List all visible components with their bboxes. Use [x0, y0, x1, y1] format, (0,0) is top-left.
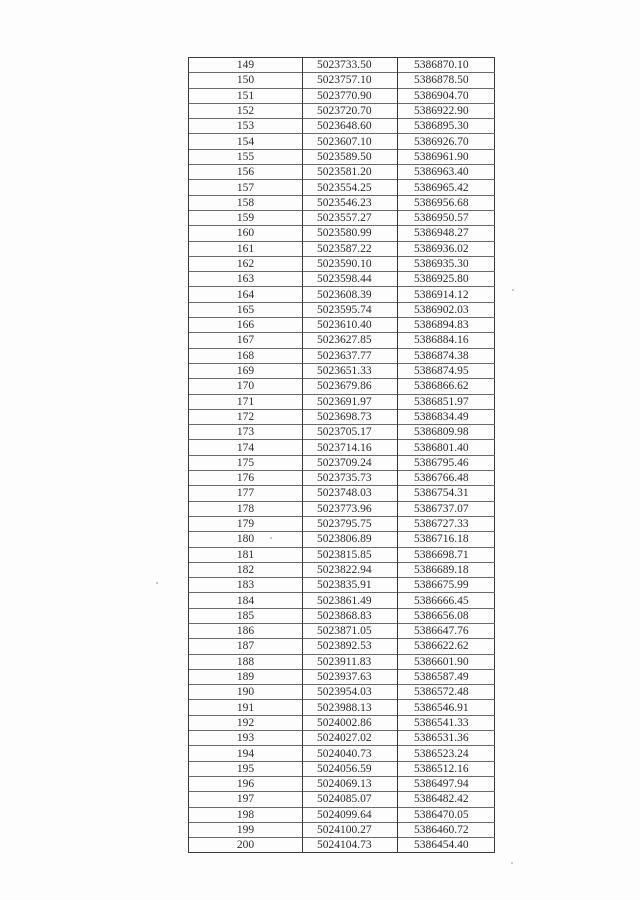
x-coordinate-cell: 5023815.85 [303, 547, 398, 562]
y-coordinate-cell: 5386497.94 [398, 776, 495, 791]
table-row [189, 302, 495, 317]
table-row [189, 88, 495, 103]
table-row [189, 654, 495, 669]
x-coordinate-cell: 5023806.89 [303, 532, 398, 547]
table-row [189, 486, 495, 501]
x-coordinate-cell: 5023822.94 [303, 562, 398, 577]
table-row [189, 73, 495, 88]
y-coordinate-cell: 5386656.08 [398, 608, 495, 623]
y-coordinate-cell: 5386956.68 [398, 195, 495, 210]
x-coordinate-cell: 5023871.05 [303, 623, 398, 638]
point-number-cell: 168 [189, 348, 303, 363]
y-coordinate-cell: 5386870.10 [398, 58, 495, 73]
x-coordinate-cell: 5023720.70 [303, 103, 398, 118]
table-row [189, 58, 495, 73]
coordinates-table [188, 57, 495, 853]
y-coordinate-cell: 5386904.70 [398, 88, 495, 103]
x-coordinate-cell: 5023861.49 [303, 593, 398, 608]
table-row [189, 210, 495, 225]
table-row [189, 256, 495, 271]
table-row [189, 761, 495, 776]
y-coordinate-cell: 5386546.91 [398, 700, 495, 715]
x-coordinate-cell: 5023557.27 [303, 210, 398, 225]
x-coordinate-cell: 5023735.73 [303, 471, 398, 486]
y-coordinate-cell: 5386737.07 [398, 501, 495, 516]
table-row [189, 134, 495, 149]
x-coordinate-cell: 5023679.86 [303, 379, 398, 394]
x-coordinate-cell: 5023705.17 [303, 425, 398, 440]
table-row [189, 685, 495, 700]
table-row [189, 639, 495, 654]
y-coordinate-cell: 5386948.27 [398, 226, 495, 241]
x-coordinate-cell: 5023835.91 [303, 578, 398, 593]
point-number-cell: 187 [189, 639, 303, 654]
table-row [189, 333, 495, 348]
x-coordinate-cell: 5023546.23 [303, 195, 398, 210]
point-number-cell: 157 [189, 180, 303, 195]
point-number-cell: 183 [189, 578, 303, 593]
table-row [189, 241, 495, 256]
point-number-cell: 172 [189, 409, 303, 424]
y-coordinate-cell: 5386809.98 [398, 425, 495, 440]
point-number-cell: 163 [189, 272, 303, 287]
x-coordinate-cell: 5023698.73 [303, 409, 398, 424]
y-coordinate-cell: 5386454.40 [398, 838, 495, 853]
table-row [189, 731, 495, 746]
table-row [189, 409, 495, 424]
point-number-cell: 186 [189, 623, 303, 638]
x-coordinate-cell: 5023757.10 [303, 73, 398, 88]
table-row [189, 287, 495, 302]
point-number-cell: 165 [189, 302, 303, 317]
x-coordinate-cell: 5023892.53 [303, 639, 398, 654]
x-coordinate-cell: 5024002.86 [303, 715, 398, 730]
point-number-cell: 179 [189, 516, 303, 531]
scan-speck [156, 582, 158, 584]
table-row [189, 501, 495, 516]
point-number-cell: 173 [189, 425, 303, 440]
table-row [189, 440, 495, 455]
point-number-cell: 175 [189, 455, 303, 470]
point-number-cell: 167 [189, 333, 303, 348]
x-coordinate-cell: 5023709.24 [303, 455, 398, 470]
point-number-cell: 178 [189, 501, 303, 516]
point-number-cell: 191 [189, 700, 303, 715]
y-coordinate-cell: 5386572.48 [398, 685, 495, 700]
x-coordinate-cell: 5023733.50 [303, 58, 398, 73]
point-number-cell: 197 [189, 792, 303, 807]
x-coordinate-cell: 5023595.74 [303, 302, 398, 317]
table-row [189, 532, 495, 547]
table-row [189, 562, 495, 577]
x-coordinate-cell: 5023795.75 [303, 516, 398, 531]
table-row [189, 471, 495, 486]
y-coordinate-cell: 5386795.46 [398, 455, 495, 470]
scan-speck [512, 289, 514, 291]
y-coordinate-cell: 5386884.16 [398, 333, 495, 348]
point-number-cell: 151 [189, 88, 303, 103]
y-coordinate-cell: 5386950.57 [398, 210, 495, 225]
x-coordinate-cell: 5023554.25 [303, 180, 398, 195]
point-number-cell: 194 [189, 746, 303, 761]
y-coordinate-cell: 5386482.42 [398, 792, 495, 807]
table-row [189, 348, 495, 363]
y-coordinate-cell: 5386926.70 [398, 134, 495, 149]
x-coordinate-cell: 5024100.27 [303, 822, 398, 837]
table-row [189, 608, 495, 623]
point-number-cell: 192 [189, 715, 303, 730]
table-row [189, 623, 495, 638]
y-coordinate-cell: 5386587.49 [398, 669, 495, 684]
y-coordinate-cell: 5386922.90 [398, 103, 495, 118]
point-number-cell: 174 [189, 440, 303, 455]
y-coordinate-cell: 5386647.76 [398, 623, 495, 638]
point-number-cell: 195 [189, 761, 303, 776]
x-coordinate-cell: 5024104.73 [303, 838, 398, 853]
table-row [189, 379, 495, 394]
x-coordinate-cell: 5023627.85 [303, 333, 398, 348]
x-coordinate-cell: 5023748.03 [303, 486, 398, 501]
point-number-cell: 162 [189, 256, 303, 271]
table-row [189, 394, 495, 409]
point-number-cell: 161 [189, 241, 303, 256]
point-number-cell: 150 [189, 73, 303, 88]
table-row [189, 149, 495, 164]
y-coordinate-cell: 5386666.45 [398, 593, 495, 608]
table-row [189, 425, 495, 440]
x-coordinate-cell: 5023608.39 [303, 287, 398, 302]
y-coordinate-cell: 5386834.49 [398, 409, 495, 424]
point-number-cell: 171 [189, 394, 303, 409]
table-row [189, 318, 495, 333]
point-number-cell: 196 [189, 776, 303, 791]
y-coordinate-cell: 5386689.18 [398, 562, 495, 577]
point-number-cell: 153 [189, 119, 303, 134]
point-number-cell: 190 [189, 685, 303, 700]
table-row [189, 272, 495, 287]
y-coordinate-cell: 5386766.48 [398, 471, 495, 486]
x-coordinate-cell: 5024085.07 [303, 792, 398, 807]
x-coordinate-cell: 5023607.10 [303, 134, 398, 149]
point-number-cell: 185 [189, 608, 303, 623]
x-coordinate-cell: 5023610.40 [303, 318, 398, 333]
table-row [189, 103, 495, 118]
x-coordinate-cell: 5023587.22 [303, 241, 398, 256]
scan-speck [511, 862, 513, 864]
point-number-cell: 170 [189, 379, 303, 394]
x-coordinate-cell: 5023580.99 [303, 226, 398, 241]
y-coordinate-cell: 5386874.95 [398, 363, 495, 378]
x-coordinate-cell: 5023590.10 [303, 256, 398, 271]
y-coordinate-cell: 5386851.97 [398, 394, 495, 409]
x-coordinate-cell: 5023714.16 [303, 440, 398, 455]
point-number-cell: 155 [189, 149, 303, 164]
table-row [189, 807, 495, 822]
table-row [189, 715, 495, 730]
point-number-cell: 158 [189, 195, 303, 210]
y-coordinate-cell: 5386894.83 [398, 318, 495, 333]
table-row [189, 578, 495, 593]
point-number-cell: 166 [189, 318, 303, 333]
point-number-cell: 188 [189, 654, 303, 669]
x-coordinate-cell: 5023954.03 [303, 685, 398, 700]
table-row [189, 746, 495, 761]
x-coordinate-cell: 5023581.20 [303, 165, 398, 180]
table-row [189, 838, 495, 853]
point-number-cell: 184 [189, 593, 303, 608]
x-coordinate-cell: 5023988.13 [303, 700, 398, 715]
x-coordinate-cell: 5023589.50 [303, 149, 398, 164]
y-coordinate-cell: 5386754.31 [398, 486, 495, 501]
table-row [189, 195, 495, 210]
point-number-cell: 160 [189, 226, 303, 241]
table-row [189, 516, 495, 531]
point-number-cell: 169 [189, 363, 303, 378]
x-coordinate-cell: 5023773.96 [303, 501, 398, 516]
y-coordinate-cell: 5386895.30 [398, 119, 495, 134]
point-number-cell: 181 [189, 547, 303, 562]
table-row [189, 776, 495, 791]
point-number-cell: 189 [189, 669, 303, 684]
y-coordinate-cell: 5386914.12 [398, 287, 495, 302]
y-coordinate-cell: 5386541.33 [398, 715, 495, 730]
scan-speck [270, 537, 272, 539]
point-number-cell: 149 [189, 58, 303, 73]
y-coordinate-cell: 5386925.80 [398, 272, 495, 287]
y-coordinate-cell: 5386675.99 [398, 578, 495, 593]
table-row [189, 226, 495, 241]
table-row [189, 792, 495, 807]
point-number-cell: 154 [189, 134, 303, 149]
y-coordinate-cell: 5386866.62 [398, 379, 495, 394]
y-coordinate-cell: 5386878.50 [398, 73, 495, 88]
table-row [189, 180, 495, 195]
table-row [189, 363, 495, 378]
x-coordinate-cell: 5023648.60 [303, 119, 398, 134]
x-coordinate-cell: 5023651.33 [303, 363, 398, 378]
y-coordinate-cell: 5386874.38 [398, 348, 495, 363]
y-coordinate-cell: 5386965.42 [398, 180, 495, 195]
point-number-cell: 164 [189, 287, 303, 302]
x-coordinate-cell: 5023911.83 [303, 654, 398, 669]
x-coordinate-cell: 5024099.64 [303, 807, 398, 822]
point-number-cell: 156 [189, 165, 303, 180]
y-coordinate-cell: 5386801.40 [398, 440, 495, 455]
y-coordinate-cell: 5386531.36 [398, 731, 495, 746]
table-row [189, 593, 495, 608]
x-coordinate-cell: 5024027.02 [303, 731, 398, 746]
x-coordinate-cell: 5024069.13 [303, 776, 398, 791]
y-coordinate-cell: 5386935.30 [398, 256, 495, 271]
y-coordinate-cell: 5386727.33 [398, 516, 495, 531]
coordinates-table-body [189, 58, 495, 853]
point-number-cell: 193 [189, 731, 303, 746]
x-coordinate-cell: 5023937.63 [303, 669, 398, 684]
y-coordinate-cell: 5386460.72 [398, 822, 495, 837]
y-coordinate-cell: 5386601.90 [398, 654, 495, 669]
y-coordinate-cell: 5386963.40 [398, 165, 495, 180]
y-coordinate-cell: 5386523.24 [398, 746, 495, 761]
table-row [189, 119, 495, 134]
point-number-cell: 159 [189, 210, 303, 225]
y-coordinate-cell: 5386716.18 [398, 532, 495, 547]
x-coordinate-cell: 5024040.73 [303, 746, 398, 761]
y-coordinate-cell: 5386961.90 [398, 149, 495, 164]
x-coordinate-cell: 5023868.83 [303, 608, 398, 623]
y-coordinate-cell: 5386698.71 [398, 547, 495, 562]
point-number-cell: 180 [189, 532, 303, 547]
point-number-cell: 182 [189, 562, 303, 577]
point-number-cell: 177 [189, 486, 303, 501]
point-number-cell: 152 [189, 103, 303, 118]
y-coordinate-cell: 5386470.05 [398, 807, 495, 822]
y-coordinate-cell: 5386622.62 [398, 639, 495, 654]
table-row [189, 700, 495, 715]
y-coordinate-cell: 5386512.16 [398, 761, 495, 776]
point-number-cell: 199 [189, 822, 303, 837]
table-row [189, 669, 495, 684]
point-number-cell: 200 [189, 838, 303, 853]
table-row [189, 547, 495, 562]
point-number-cell: 176 [189, 471, 303, 486]
table-row [189, 165, 495, 180]
table-row [189, 455, 495, 470]
table-row [189, 822, 495, 837]
point-number-cell: 198 [189, 807, 303, 822]
y-coordinate-cell: 5386902.03 [398, 302, 495, 317]
x-coordinate-cell: 5023637.77 [303, 348, 398, 363]
x-coordinate-cell: 5023770.90 [303, 88, 398, 103]
x-coordinate-cell: 5023691.97 [303, 394, 398, 409]
x-coordinate-cell: 5023598.44 [303, 272, 398, 287]
y-coordinate-cell: 5386936.02 [398, 241, 495, 256]
x-coordinate-cell: 5024056.59 [303, 761, 398, 776]
